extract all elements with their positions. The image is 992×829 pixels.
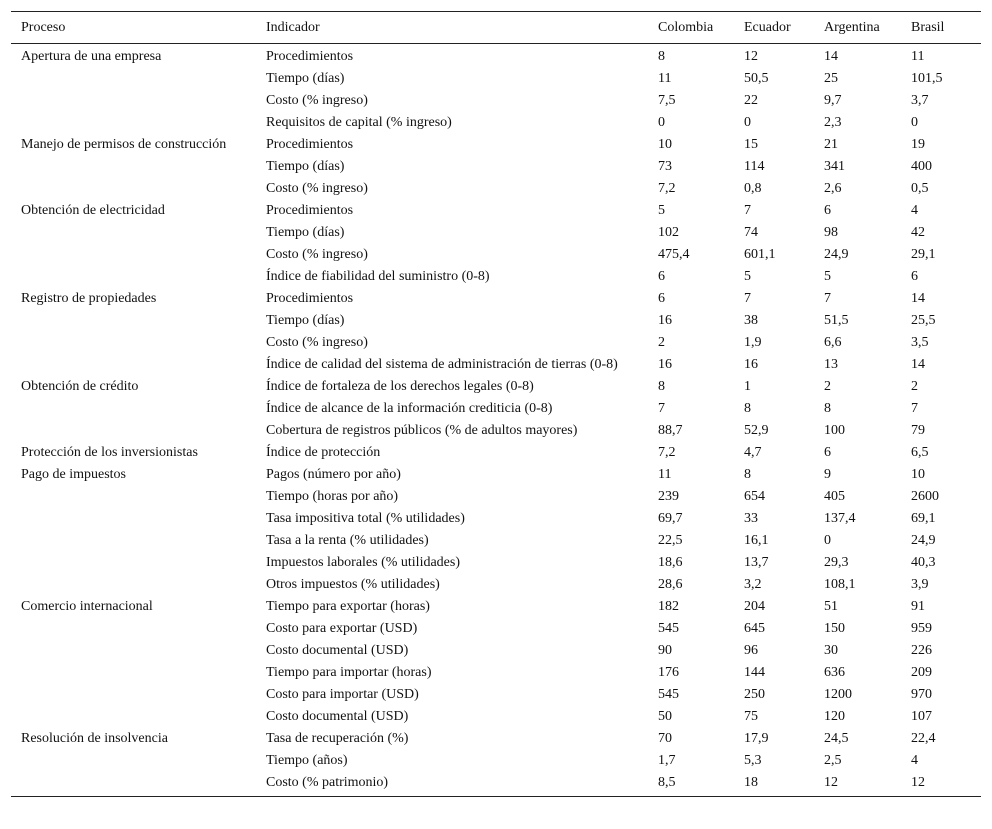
cell-proceso: Protección de los inversionistas	[21, 445, 198, 460]
cell-proceso	[11, 222, 256, 244]
table-row	[11, 134, 981, 156]
cell-argentina: 98	[824, 225, 838, 240]
cell-ecuador: 16	[744, 357, 758, 372]
cell-ecuador: 13,7	[744, 555, 769, 570]
cell-argentina: 6	[824, 203, 831, 218]
cell-argentina: 12	[824, 775, 838, 790]
cell-colombia: 7,2	[658, 445, 676, 460]
cell-colombia: 18,6	[658, 555, 683, 570]
cell-argentina: 120	[824, 709, 845, 724]
cell-brasil: 40,3	[911, 555, 936, 570]
cell-argentina: 51,5	[824, 313, 849, 328]
table-row	[11, 112, 981, 134]
table-row	[11, 706, 981, 728]
cell-argentina: 341	[824, 159, 845, 174]
cell-argentina: 30	[824, 643, 838, 658]
cell-indicador: Pagos (número por año)	[266, 467, 401, 482]
cell-argentina: 6,6	[824, 335, 842, 350]
cell-argentina: 9	[824, 467, 831, 482]
cell-proceso: Obtención de electricidad	[21, 203, 165, 218]
cell-argentina: 5	[824, 269, 831, 284]
cell-brasil: 959	[911, 621, 932, 636]
cell-brasil: 6	[911, 269, 918, 284]
cell-proceso	[11, 310, 256, 332]
cell-argentina: 51	[824, 599, 838, 614]
cell-argentina: 25	[824, 71, 838, 86]
cell-proceso	[11, 156, 256, 178]
cell-brasil: 2600	[911, 489, 939, 504]
table-row	[11, 442, 981, 464]
cell-proceso: Comercio internacional	[21, 599, 153, 614]
cell-proceso	[11, 486, 256, 508]
cell-proceso	[11, 574, 256, 596]
table-row	[11, 574, 981, 596]
cell-brasil: 4	[911, 753, 918, 768]
table-row	[11, 596, 981, 618]
cell-colombia: 7	[658, 401, 665, 416]
cell-proceso	[11, 90, 256, 112]
cell-proceso	[11, 706, 256, 728]
table-row	[11, 310, 981, 332]
cell-argentina: 1200	[824, 687, 852, 702]
table-row	[11, 90, 981, 112]
cell-argentina: 150	[824, 621, 845, 636]
cell-ecuador: 50,5	[744, 71, 769, 86]
cell-indicador: Cobertura de registros públicos (% de adultos mayores)	[266, 423, 578, 438]
cell-ecuador: 15	[744, 137, 758, 152]
cell-indicador: Tiempo (horas por año)	[266, 489, 399, 504]
cell-proceso: Pago de impuestos	[21, 467, 126, 482]
cell-brasil: 0,5	[911, 181, 929, 196]
cell-colombia: 8,5	[658, 775, 676, 790]
cell-colombia: 5	[658, 203, 665, 218]
table-row	[11, 662, 981, 684]
table-row	[11, 684, 981, 706]
cell-argentina: 0	[824, 533, 831, 548]
cell-indicador: Tasa de recuperación (%)	[266, 731, 409, 746]
cell-ecuador: 4,7	[744, 445, 762, 460]
cell-indicador: Tiempo (días)	[266, 225, 345, 240]
cell-colombia: 102	[658, 225, 679, 240]
cell-colombia: 2	[658, 335, 665, 350]
cell-argentina: 24,5	[824, 731, 849, 746]
cell-brasil: 14	[911, 291, 925, 306]
cell-argentina: 137,4	[824, 511, 856, 526]
cell-argentina: 29,3	[824, 555, 849, 570]
cell-ecuador: 5	[744, 269, 751, 284]
cell-indicador: Tiempo (años)	[266, 753, 348, 768]
cell-indicador: Índice de fiabilidad del suministro (0-8)	[266, 269, 490, 284]
cell-ecuador: 22	[744, 93, 758, 108]
cell-proceso	[11, 178, 256, 200]
cell-indicador: Tasa a la renta (% utilidades)	[266, 533, 429, 548]
cell-brasil: 12	[911, 775, 925, 790]
table-header-row	[11, 12, 981, 44]
table-row	[11, 244, 981, 266]
table-row	[11, 156, 981, 178]
cell-ecuador: 1	[744, 379, 751, 394]
cell-ecuador: 645	[744, 621, 765, 636]
data-table-container	[11, 11, 981, 797]
cell-brasil: 24,9	[911, 533, 936, 548]
cell-colombia: 22,5	[658, 533, 683, 548]
table-row	[11, 530, 981, 552]
table-row	[11, 772, 981, 797]
cell-argentina: 636	[824, 665, 845, 680]
cell-brasil: 14	[911, 357, 925, 372]
cell-argentina: 24,9	[824, 247, 849, 262]
cell-proceso: Registro de propiedades	[21, 291, 157, 306]
cell-argentina: 100	[824, 423, 845, 438]
header-argentina: Argentina	[824, 19, 880, 35]
cell-colombia: 8	[658, 49, 665, 64]
cell-colombia: 69,7	[658, 511, 683, 526]
cell-indicador: Impuestos laborales (% utilidades)	[266, 555, 461, 570]
cell-brasil: 6,5	[911, 445, 929, 460]
cell-indicador: Tiempo (días)	[266, 159, 345, 174]
cell-colombia: 28,6	[658, 577, 683, 592]
cell-indicador: Costo documental (USD)	[266, 643, 409, 658]
cell-ecuador: 654	[744, 489, 765, 504]
cell-colombia: 7,2	[658, 181, 676, 196]
cell-ecuador: 114	[744, 159, 765, 174]
cell-ecuador: 8	[744, 401, 751, 416]
header-colombia: Colombia	[658, 19, 714, 35]
cell-indicador: Tiempo (días)	[266, 313, 345, 328]
cell-indicador: Costo (% ingreso)	[266, 335, 368, 350]
table-row	[11, 420, 981, 442]
cell-brasil: 226	[911, 643, 932, 658]
cell-brasil: 101,5	[911, 71, 943, 86]
cell-ecuador: 7	[744, 203, 751, 218]
table-row	[11, 44, 981, 69]
cell-proceso	[11, 354, 256, 376]
cell-argentina: 2,6	[824, 181, 842, 196]
cell-ecuador: 18	[744, 775, 758, 790]
cell-indicador: Índice de protección	[266, 445, 381, 460]
cell-argentina: 8	[824, 401, 831, 416]
cell-proceso	[11, 530, 256, 552]
cell-brasil: 3,9	[911, 577, 929, 592]
cell-argentina: 21	[824, 137, 838, 152]
cell-colombia: 11	[658, 71, 672, 86]
cell-indicador: Costo (% ingreso)	[266, 181, 368, 196]
cell-colombia: 6	[658, 269, 665, 284]
cell-colombia: 545	[658, 687, 679, 702]
cell-proceso	[11, 420, 256, 442]
cell-brasil: 2	[911, 379, 918, 394]
cell-indicador: Índice de alcance de la información crediticia (0-8)	[266, 401, 553, 416]
cell-ecuador: 0	[744, 115, 751, 130]
cell-colombia: 88,7	[658, 423, 683, 438]
cell-brasil: 19	[911, 137, 925, 152]
cell-brasil: 970	[911, 687, 932, 702]
cell-brasil: 400	[911, 159, 932, 174]
cell-indicador: Procedimientos	[266, 203, 354, 218]
cell-indicador: Índice de fortaleza de los derechos legales (0-8)	[266, 379, 534, 394]
table-row	[11, 640, 981, 662]
cell-argentina: 2	[824, 379, 831, 394]
table-row	[11, 508, 981, 530]
cell-ecuador: 204	[744, 599, 765, 614]
table-row	[11, 750, 981, 772]
header-brasil: Brasil	[911, 19, 945, 35]
cell-indicador: Costo (% ingreso)	[266, 93, 368, 108]
cell-brasil: 22,4	[911, 731, 936, 746]
header-proceso: Proceso	[21, 19, 66, 35]
cell-proceso	[11, 618, 256, 640]
cell-ecuador: 33	[744, 511, 758, 526]
cell-indicador: Procedimientos	[266, 137, 354, 152]
cell-ecuador: 7	[744, 291, 751, 306]
cell-proceso	[11, 552, 256, 574]
cell-ecuador: 144	[744, 665, 765, 680]
cell-proceso	[11, 684, 256, 706]
cell-brasil: 11	[911, 49, 925, 64]
cell-indicador: Otros impuestos (% utilidades)	[266, 577, 440, 592]
cell-argentina: 405	[824, 489, 845, 504]
table-row	[11, 486, 981, 508]
cell-proceso	[11, 398, 256, 420]
cell-proceso	[11, 508, 256, 530]
cell-indicador: Tiempo para importar (horas)	[266, 665, 432, 680]
cell-brasil: 3,5	[911, 335, 929, 350]
cell-indicador: Índice de calidad del sistema de administración de tierras (0-8)	[266, 357, 618, 372]
cell-proceso	[11, 244, 256, 266]
cell-ecuador: 1,9	[744, 335, 762, 350]
cell-indicador: Procedimientos	[266, 49, 354, 64]
cell-colombia: 182	[658, 599, 679, 614]
cell-ecuador: 12	[744, 49, 758, 64]
cell-ecuador: 0,8	[744, 181, 762, 196]
cell-brasil: 29,1	[911, 247, 936, 262]
cell-indicador: Costo documental (USD)	[266, 709, 409, 724]
cell-brasil: 7	[911, 401, 918, 416]
cell-colombia: 50	[658, 709, 672, 724]
table-row	[11, 266, 981, 288]
cell-proceso	[11, 68, 256, 90]
cell-brasil: 0	[911, 115, 918, 130]
cell-argentina: 2,3	[824, 115, 842, 130]
table-row	[11, 376, 981, 398]
cell-brasil: 91	[911, 599, 925, 614]
cell-indicador: Procedimientos	[266, 291, 354, 306]
cell-argentina: 9,7	[824, 93, 842, 108]
cell-argentina: 2,5	[824, 753, 842, 768]
cell-proceso	[11, 640, 256, 662]
cell-argentina: 108,1	[824, 577, 856, 592]
table-row	[11, 222, 981, 244]
cell-brasil: 25,5	[911, 313, 936, 328]
cell-ecuador: 17,9	[744, 731, 769, 746]
table-body	[11, 44, 981, 797]
cell-argentina: 6	[824, 445, 831, 460]
cell-ecuador: 75	[744, 709, 758, 724]
table-row	[11, 332, 981, 354]
cell-ecuador: 96	[744, 643, 758, 658]
table-row	[11, 354, 981, 376]
cell-colombia: 90	[658, 643, 672, 658]
header-ecuador: Ecuador	[744, 19, 791, 35]
cell-brasil: 107	[911, 709, 932, 724]
doing-business-table	[11, 11, 981, 797]
header-indicador: Indicador	[266, 19, 320, 35]
cell-ecuador: 8	[744, 467, 751, 482]
cell-ecuador: 52,9	[744, 423, 769, 438]
cell-colombia: 475,4	[658, 247, 690, 262]
cell-proceso	[11, 332, 256, 354]
cell-colombia: 7,5	[658, 93, 676, 108]
cell-brasil: 69,1	[911, 511, 936, 526]
cell-colombia: 16	[658, 357, 672, 372]
cell-brasil: 42	[911, 225, 925, 240]
table-row	[11, 178, 981, 200]
cell-indicador: Costo (% ingreso)	[266, 247, 368, 262]
cell-indicador: Costo (% patrimonio)	[266, 775, 389, 790]
cell-proceso	[11, 750, 256, 772]
cell-colombia: 10	[658, 137, 672, 152]
cell-brasil: 10	[911, 467, 925, 482]
cell-proceso: Apertura de una empresa	[21, 49, 162, 64]
table-row	[11, 288, 981, 310]
cell-brasil: 4	[911, 203, 918, 218]
cell-colombia: 6	[658, 291, 665, 306]
table-row	[11, 728, 981, 750]
cell-proceso: Manejo de permisos de construcción	[21, 137, 227, 152]
cell-indicador: Costo para importar (USD)	[266, 687, 419, 702]
table-row	[11, 68, 981, 90]
cell-colombia: 239	[658, 489, 679, 504]
cell-ecuador: 601,1	[744, 247, 776, 262]
cell-colombia: 73	[658, 159, 672, 174]
cell-brasil: 209	[911, 665, 932, 680]
table-row	[11, 464, 981, 486]
cell-ecuador: 38	[744, 313, 758, 328]
cell-colombia: 16	[658, 313, 672, 328]
cell-indicador: Tiempo para exportar (horas)	[266, 599, 430, 614]
cell-colombia: 8	[658, 379, 665, 394]
cell-brasil: 3,7	[911, 93, 929, 108]
cell-ecuador: 3,2	[744, 577, 762, 592]
cell-brasil: 79	[911, 423, 925, 438]
cell-colombia: 1,7	[658, 753, 676, 768]
cell-colombia: 11	[658, 467, 672, 482]
cell-proceso	[11, 772, 256, 797]
cell-indicador: Tasa impositiva total (% utilidades)	[266, 511, 465, 526]
table-row	[11, 618, 981, 640]
cell-proceso: Obtención de crédito	[21, 379, 139, 394]
cell-ecuador: 5,3	[744, 753, 762, 768]
table-row	[11, 200, 981, 222]
cell-colombia: 545	[658, 621, 679, 636]
table-row	[11, 552, 981, 574]
cell-argentina: 7	[824, 291, 831, 306]
cell-argentina: 13	[824, 357, 838, 372]
table-row	[11, 398, 981, 420]
cell-indicador: Costo para exportar (USD)	[266, 621, 418, 636]
cell-ecuador: 74	[744, 225, 758, 240]
cell-argentina: 14	[824, 49, 838, 64]
cell-ecuador: 16,1	[744, 533, 769, 548]
cell-ecuador: 250	[744, 687, 765, 702]
cell-colombia: 176	[658, 665, 679, 680]
cell-proceso	[11, 112, 256, 134]
cell-indicador: Tiempo (días)	[266, 71, 345, 86]
cell-colombia: 70	[658, 731, 672, 746]
cell-colombia: 0	[658, 115, 665, 130]
cell-proceso	[11, 266, 256, 288]
cell-indicador: Requisitos de capital (% ingreso)	[266, 115, 452, 130]
cell-proceso	[11, 662, 256, 684]
cell-proceso: Resolución de insolvencia	[21, 731, 168, 746]
